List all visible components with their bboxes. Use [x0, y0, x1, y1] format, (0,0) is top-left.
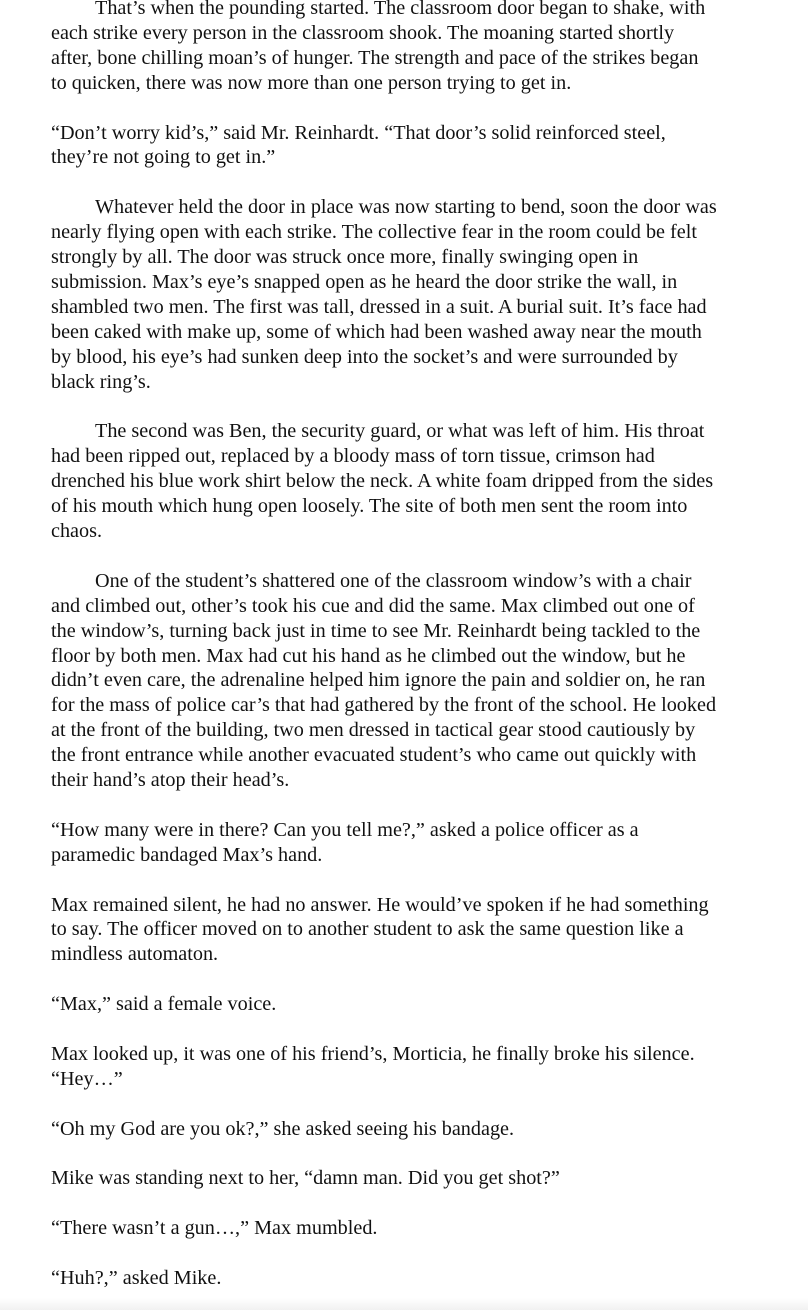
text-line: mindless automaton. [51, 943, 219, 966]
paragraph [51, 1266, 787, 1291]
text-line: nearly flying open with each strike. The collective fear in the room could be felt [51, 221, 697, 244]
paragraph [51, 1042, 787, 1092]
text-line: “Don’t worry kid’s,” said Mr. Reinhardt. “That door’s solid reinforced steel, [51, 121, 666, 144]
text-line: chaos. [51, 519, 103, 542]
text-line: by blood, his eye’s had sunken deep into the socket’s and were surrounded by [51, 345, 678, 368]
text-line: That’s when the pounding started. The classroom door began to shake, with [95, 0, 706, 19]
text-line: The second was Ben, the security guard, or what was left of him. His throat [95, 420, 705, 443]
text-line: Max remained silent, he had no answer. He would’ve spoken if he had something [51, 893, 709, 916]
text-line: after, bone chilling moan’s of hunger. The strength and pace of the strikes began [51, 46, 699, 69]
paragraph [51, 1117, 787, 1142]
text-line: One of the student’s shattered one of the classroom window’s with a chair [95, 569, 692, 592]
paragraph [51, 419, 787, 544]
document-text-body [51, 0, 787, 1291]
text-line: each strike every person in the classroom shook. The moaning started shortly [51, 21, 675, 44]
text-line: “There wasn’t a gun…,” Max mumbled. [51, 1217, 378, 1240]
text-line: and climbed out, other’s took his cue and did the same. Max climbed out one of [51, 594, 695, 617]
text-line: for the mass of police car’s that had gathered by the front of the school. He looked [51, 694, 717, 717]
text-line: had been ripped out, replaced by a bloody mass of torn tissue, crimson had [51, 445, 655, 468]
page-bottom-edge [0, 1298, 808, 1310]
text-line: “Huh?,” asked Mike. [51, 1267, 222, 1290]
text-line: shambled two men. The first was tall, dressed in a suit. A burial suit. It’s face had [51, 295, 707, 318]
paragraph [51, 1166, 787, 1191]
text-line: drenched his blue work shirt below the neck. A white foam dripped from the sides [51, 470, 714, 493]
paragraph [51, 121, 787, 171]
paragraph [51, 1216, 787, 1241]
text-line: didn’t even care, the adrenaline helped him ignore the pain and soldier on, he ran [51, 669, 706, 692]
paragraph [51, 0, 787, 96]
text-line: Whatever held the door in place was now starting to bend, soon the door was [95, 196, 717, 219]
text-line: their hand’s atop their head’s. [51, 769, 290, 792]
paragraph [51, 893, 787, 968]
text-line: to say. The officer moved on to another student to ask the same question like a [51, 918, 684, 941]
text-line: paramedic bandaged Max’s hand. [51, 843, 323, 866]
text-line: been caked with make up, some of which had been washed away near the mouth [51, 320, 702, 343]
text-line: the front entrance while another evacuated student’s who came out quickly with [51, 744, 697, 767]
text-line: of his mouth which hung open loosely. The site of both men sent the room into [51, 495, 688, 518]
text-line: they’re not going to get in.” [51, 146, 276, 169]
text-line: Max looked up, it was one of his friend’s, Morticia, he finally broke his silence. [51, 1042, 695, 1065]
paragraph [51, 992, 787, 1017]
paragraph [51, 818, 787, 868]
text-line: to quicken, there was now more than one person trying to get in. [51, 71, 572, 94]
paragraph [51, 195, 787, 394]
text-line: the window’s, turning back just in time to see Mr. Reinhardt being tackled to the [51, 619, 701, 642]
text-line: Mike was standing next to her, “damn man. Did you get shot?” [51, 1167, 560, 1190]
text-line: at the front of the building, two men dressed in tactical gear stood cautiously by [51, 719, 696, 742]
text-line: strongly by all. The door was struck once more, finally swinging open in [51, 246, 639, 269]
text-line: “Max,” said a female voice. [51, 993, 277, 1016]
text-line: black ring’s. [51, 370, 151, 393]
text-line: “Hey…” [51, 1067, 123, 1090]
text-line: “How many were in there? Can you tell me?,” asked a police officer as a [51, 818, 639, 841]
paragraph [51, 569, 787, 793]
text-line: submission. Max’s eye’s snapped open as he heard the door strike the wall, in [51, 270, 678, 293]
text-line: floor by both men. Max had cut his hand as he climbed out the window, but he [51, 644, 686, 667]
text-line: “Oh my God are you ok?,” she asked seeing his bandage. [51, 1117, 515, 1140]
